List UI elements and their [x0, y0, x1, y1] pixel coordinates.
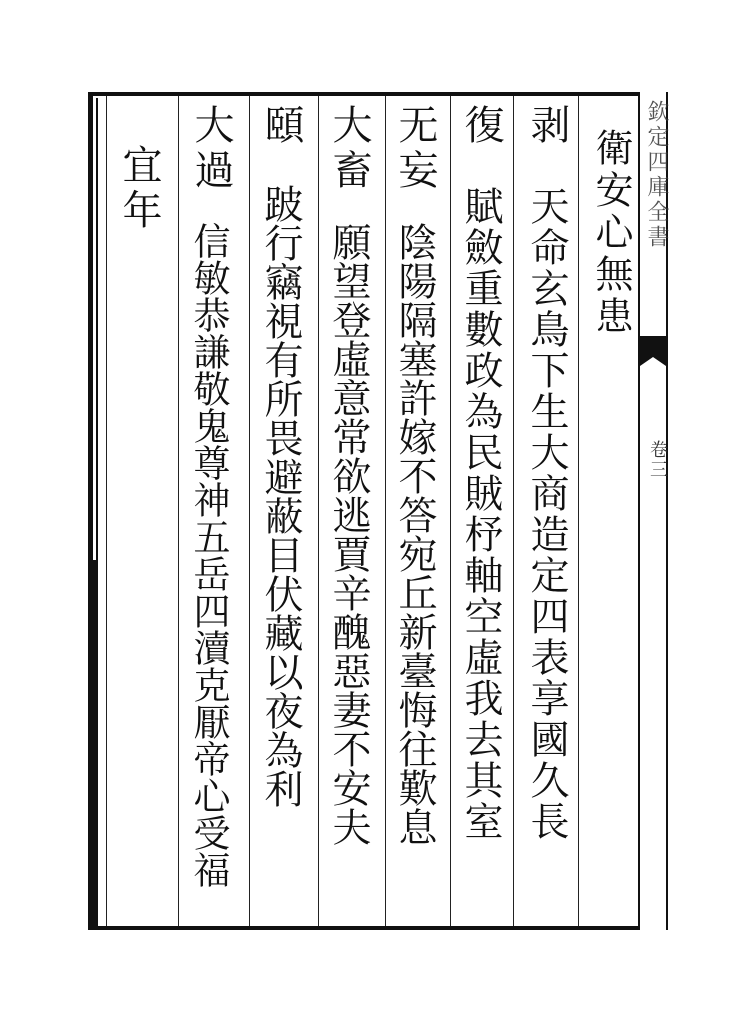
verse-daxu	[326, 222, 370, 846]
verse-yi	[258, 184, 302, 808]
hexagram-name: 剥	[524, 104, 570, 149]
entry-bo	[524, 104, 570, 149]
verse-wuwang	[392, 222, 436, 846]
hexagram-name: 復	[458, 104, 504, 149]
verse-text: 賦斂重數政為民賊杼軸空虛我去其室	[458, 186, 503, 842]
verse-text: 陰陽隔塞許嫁不答宛丘新臺悔往歎息	[392, 222, 437, 846]
frame-inner-line	[96, 98, 98, 924]
continuation-text: 宜年	[116, 144, 162, 234]
column-rule	[385, 96, 386, 926]
verse-text: 跛行竊視有所畏避蔽目伏藏以夜為利	[258, 184, 303, 808]
column-rule	[450, 96, 451, 926]
verse-text: 願望登虛意常欲逃賈辛醜惡妻不安夫	[326, 222, 371, 846]
verse-daguo	[188, 222, 228, 888]
entry-wuwang	[392, 104, 438, 194]
hexagram-name: 大過	[188, 104, 234, 194]
book-title: 欽定四庫全書	[644, 100, 669, 250]
verse-text: 天命玄鳥下生大商造定四表享國久長	[524, 186, 569, 842]
juan-label: 卷三	[647, 440, 668, 480]
hexagram-name: 頤	[258, 104, 304, 149]
verse-fu	[458, 186, 502, 842]
entry-daxu	[326, 104, 372, 194]
column-rule	[318, 96, 319, 926]
column-rule	[249, 96, 250, 926]
column-rule	[578, 96, 579, 926]
hexagram-name: 无妄	[392, 104, 438, 194]
entry-fu	[458, 104, 504, 149]
hexagram-name: 大畜	[326, 104, 372, 194]
column-rule	[106, 96, 107, 926]
page-title: 衛安心無患	[589, 128, 633, 338]
column-rule	[178, 96, 179, 926]
verse-bo	[524, 186, 568, 842]
verse-text: 信敏恭謙敬鬼尊神五岳四瀆克厭帝心受福	[187, 222, 230, 888]
entry-daguo	[188, 104, 234, 194]
column-rule	[513, 96, 514, 926]
entry-yi	[258, 104, 304, 149]
